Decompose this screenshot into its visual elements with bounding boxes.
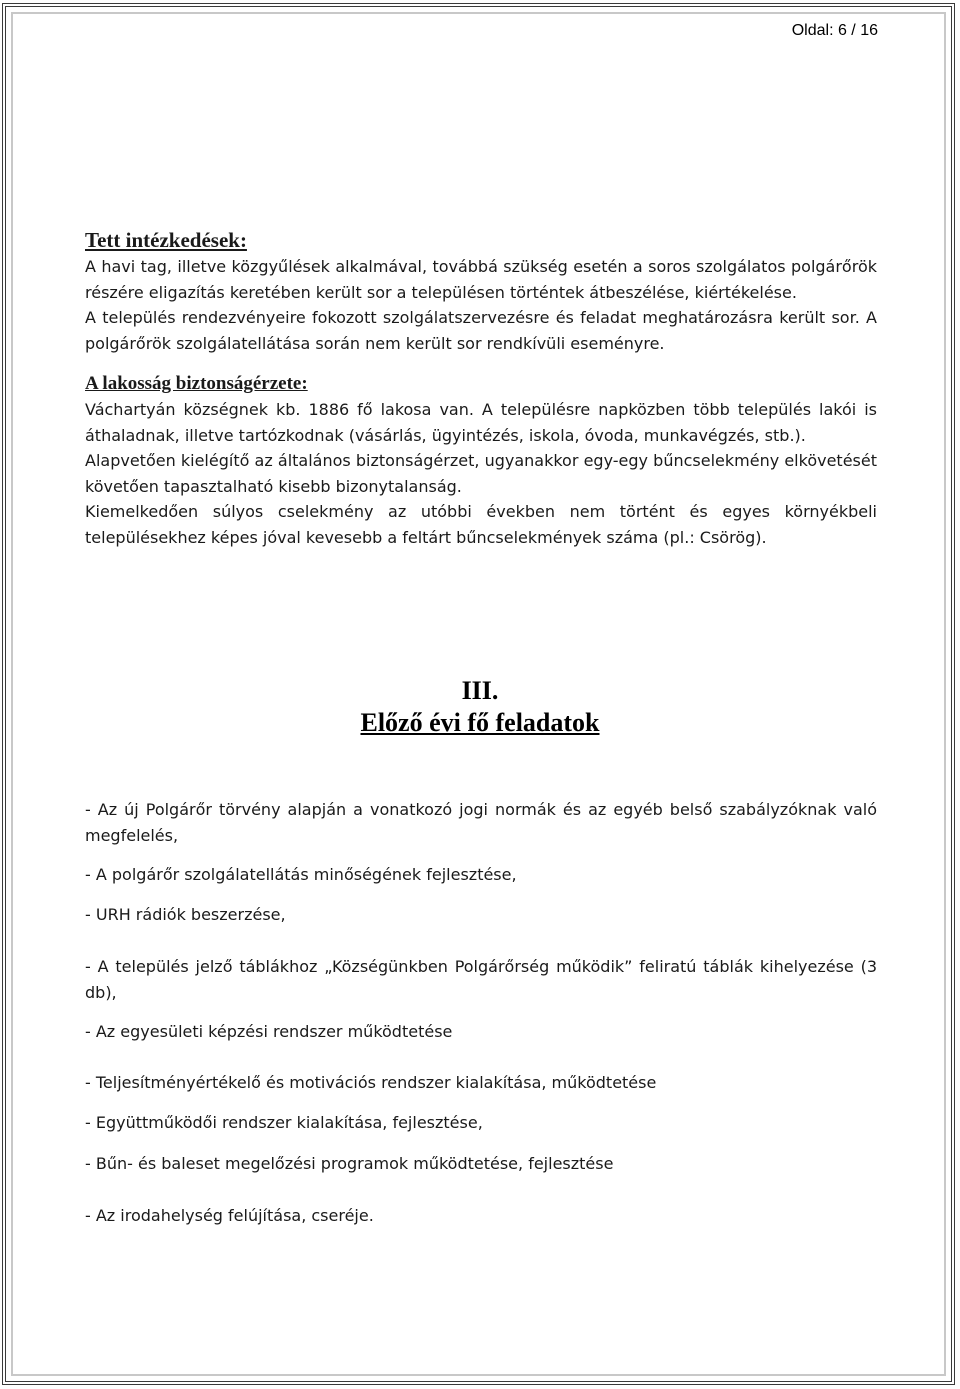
safety-heading: A lakosság biztonságérzete: — [85, 373, 308, 394]
section-number: III. — [461, 676, 499, 705]
document-body — [85, 226, 877, 550]
list-item: - A település jelző táblákhoz „Községünkben Polgárőrség működik” feliratú táblák kihelyezése (3 db), — [85, 957, 877, 1002]
measures-heading: Tett intézkedések: — [85, 228, 247, 252]
section-title: Előző évi fő feladatok — [360, 708, 600, 737]
list-item: - Együttműködői rendszer kialakítása, fejlesztése, — [85, 1113, 483, 1132]
safety-paragraph-3: Kiemelkedően súlyos cselekmény az utóbbi években nem történt és egyes környékbeli településekhez képes jóval kevesebb a feltárt bűncselekmények száma (pl.: Csörög). — [85, 502, 877, 547]
list-item: - URH rádiók beszerzése, — [85, 905, 286, 924]
list-item: - Az egyesületi képzési rendszer működtetése — [85, 1022, 453, 1041]
measures-paragraph-2: A település rendezvényeire fokozott szolgálatszervezésre és feladat meghatározásra került sor. A polgárőrök szolgálatellátása során nem került sor rendkívüli eseményre. — [85, 308, 877, 353]
list-item: - Az irodahelység felújítása, cseréje. — [85, 1206, 374, 1225]
safety-paragraph-1: Váchartyán községnek kb. 1886 fő lakosa van. A településre napközben több település lakói is áthaladnak, illetve tartózkodnak (vásárlás, ügyintézés, iskola, óvoda, munkavégzés, stb.). — [85, 400, 877, 445]
safety-paragraph-2: Alapvetően kielégítő az általános biztonságérzet, ugyanakkor egy-egy bűncselekmény elkövetését követően tapasztalható kisebb bizonytalanság. — [85, 451, 877, 496]
page-number: Oldal: 6 / 16 — [791, 22, 878, 39]
list-item: - A polgárőr szolgálatellátás minőségének fejlesztése, — [85, 865, 517, 884]
list-item: - Teljesítményértékelő és motivációs rendszer kialakítása, működtetése — [85, 1073, 657, 1092]
measures-paragraph-1: A havi tag, illetve közgyűlések alkalmával, továbbá szükség esetén a soros szolgálatos polgárőrök részére eligazítás keretében került sor a településen történtek átbeszélése, kiértékelése. — [85, 257, 877, 302]
list-item: - Az új Polgárőr törvény alapján a vonatkozó jogi normák és az egyéb belső szabályzóknak való megfelelés, — [85, 800, 877, 845]
list-item: - Bűn- és baleset megelőzési programok működtetése, fejlesztése — [85, 1154, 614, 1173]
